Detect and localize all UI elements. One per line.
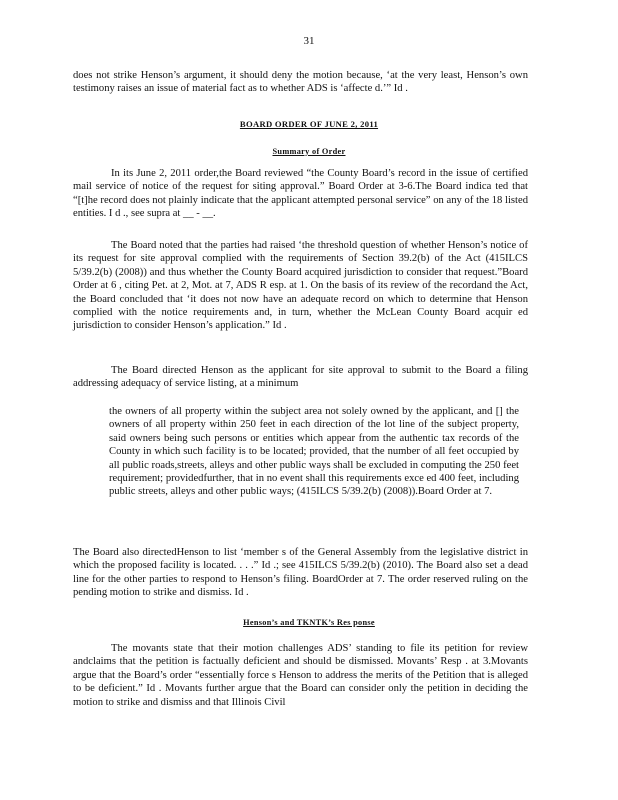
subheading-summary: Summary of Order [272,147,346,156]
paragraph-board-noted: The Board noted that the parties had raised ‘the threshold question of whether Henson’s notice of its request for site approval complied with the requirements of Section 39.2(b) of the Act (415ILCS 5/39.2(b) (2008)) and thus whether the County Board acquired jurisdiction to consider that request.”Board Order at 6 , citing Pet. at 2, Mot. at 7, ADS R esp. at 1. On the basis of its review of the recordand the Act, the Board concluded that ‘it does not now have an adequate record on which to determine that Henson complied with the notice requirements and, in turn, whether the McLean County Board acquir ed jurisdiction to consider Henson’s application.” Id . [73,240,528,332]
paragraph-board-directed: The Board directed Henson as the applicant for site approval to submit to the Board a filing addressing adequacy of service listing, at a minimum [73,365,528,390]
page-number: 31 [303,35,315,47]
paragraph-board-also: The Board also directedHenson to list ‘member s of the General Assembly from the legislative district in which the proposed facility is located. . . .” Id .; see 415ILCS 5/39.2(b) (2010). The Board also set a dead line for the other parties to respond to Henson’s filing. BoardOrder at 7. The order reserved ruling on the pending motion to strike and dismiss. Id . [73,547,528,599]
paragraph-summary: In its June 2, 2011 order,the Board reviewed “the County Board’s record in the issue of certified mail service of notice of the request for siting approval.” Board Order at 3-6.The Board indica ted that “[t]he record does not plainly indicate that the applicant attempted personal service” on any of the 18 listed entities. I d ., see supra at __ - __. [73,168,528,220]
paragraph-continuation: does not strike Henson’s argument, it should deny the motion because, ‘at the very least, Henson’s own testimony raises an issue of material fact as to whether ADS is ‘affecte d.’” Id . [73,70,528,95]
subheading-response: Henson’s and TKNTK’s Res ponse [243,618,375,627]
paragraph-movants: The movants state that their motion challenges ADS’ standing to file its petition for review andclaims that the petition is factually deficient and should be dismissed. Movants’ Resp . at 3.Movants argue that the Board’s order “essentially force s Henson to address the merits of the Petition that is alleged to be deficient.” Id . Movants further argue that the Board can consider only the petition in deciding the motion to strike and dismiss and that Illinois Civil [73,643,528,708]
block-quote-statute: the owners of all property within the subject area not solely owned by the applicant, and [] the owners of all property within 250 feet in each direction of the lot line of the subject property, said owners being such persons or entities which appear from the authentic tax records of the County in which such facility is to be located; provided, that the number of all feet occupied by all public roads,streets, alleys and other public ways shall be excluded in computing the 250 feet requirement; providedfurther, that in no event shall this requirements exce ed 400 feet, including public streets, alleys and other public ways; (415ILCS 5/39.2(b) (2008)).Board Order at 7. [109,406,519,498]
section-heading-board-order: BOARD ORDER OF JUNE 2, 2011 [239,119,379,129]
